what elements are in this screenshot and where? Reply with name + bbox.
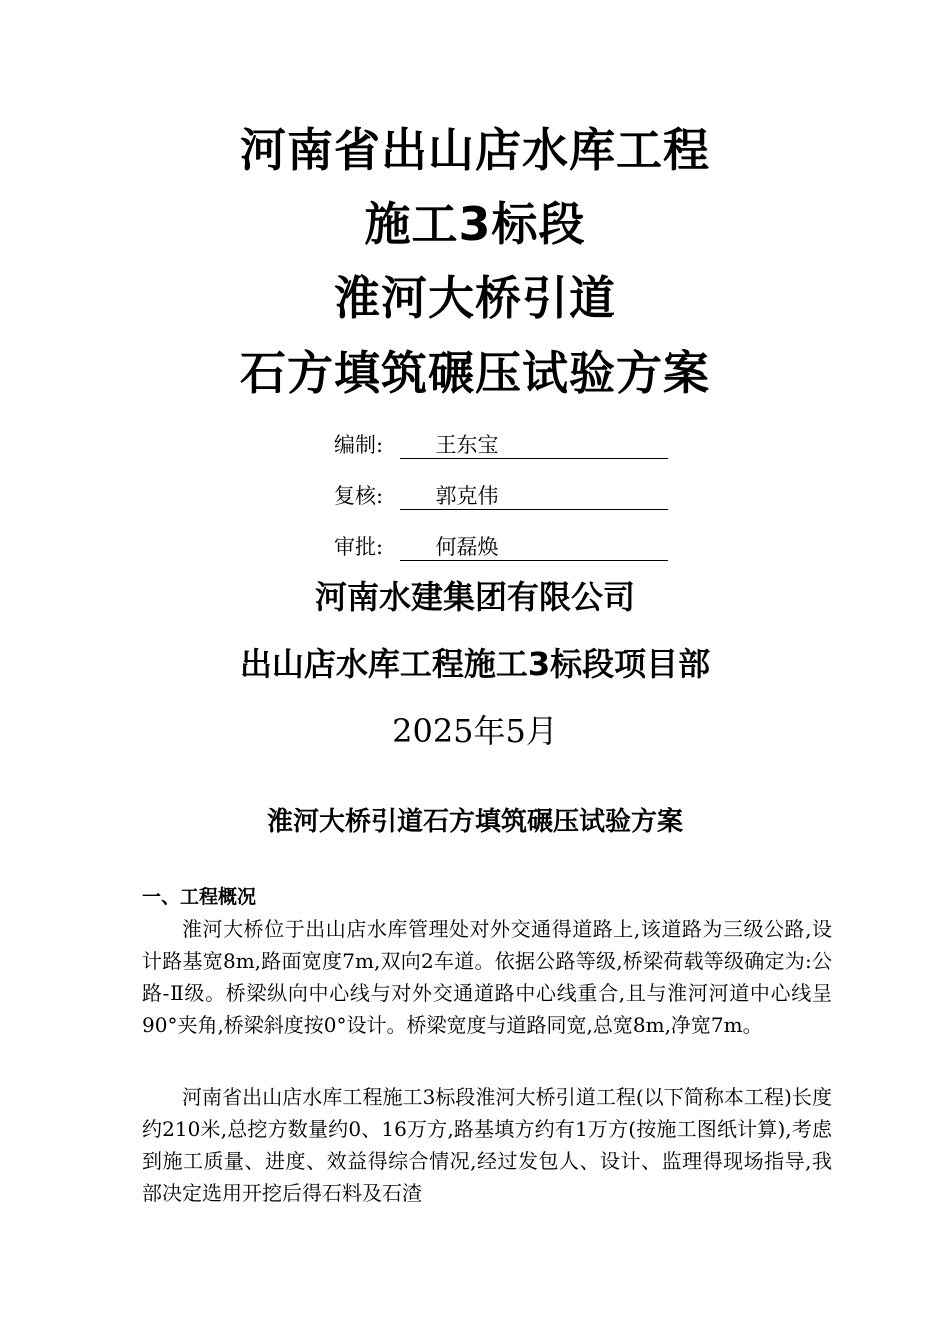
signature-row-reviewer — [334, 481, 499, 511]
cover-title-line-3: 淮河大桥引道 — [334, 271, 616, 325]
paragraph-project-scope: 河南省出山店水库工程施工3标段淮河大桥引道工程(以下简称本工程)长度约210米,总挖方数量约0、16万方,路基填方约有1万方(按施工图纸计算),考虑到施工质量、进度、效益得综合情况,经过发包人、设计、监理得现场指导,我部决定选用开挖后得石料及石渣 — [142, 1085, 832, 1205]
signature-label: 编制: — [334, 433, 384, 457]
signature-name: 何磊焕 — [435, 535, 499, 559]
cover-title-line-4: 石方填筑碾压试验方案 — [240, 346, 710, 400]
cover-title-line-2: 施工3标段 — [364, 197, 586, 251]
organization-name: 河南水建集团有限公司 — [314, 578, 635, 616]
signature-row-editor — [334, 430, 499, 460]
signature-label: 复核: — [334, 484, 384, 508]
signature-name: 郭克伟 — [435, 484, 499, 508]
section-heading-overview: 一、工程概况 — [142, 886, 257, 908]
signature-label: 审批: — [334, 535, 384, 559]
paragraph-bridge-overview: 淮河大桥位于出山店水库管理处对外交通得道路上,该道路为三级公路,设计路基宽8m,路面宽度7m,双向2车道。依据公路等级,桥梁荷载等级确定为:公路-Ⅱ级。桥梁纵向中心线与对外交通道路中心线重合,且与淮河河道中心线呈90°夹角,桥梁斜度按0°设计。桥梁宽度与道路同宽,总宽8m,净宽7m。 — [142, 917, 832, 1037]
document-heading: 淮河大桥引道石方填筑碾压试验方案 — [266, 807, 683, 837]
cover-title-line-1: 河南省出山店水库工程 — [240, 123, 710, 177]
signature-row-approver — [334, 532, 499, 562]
signature-name: 王东宝 — [435, 433, 499, 457]
cover-date: 2025年5月 — [392, 712, 558, 750]
project-department-name: 出山店水库工程施工3标段项目部 — [239, 645, 711, 683]
